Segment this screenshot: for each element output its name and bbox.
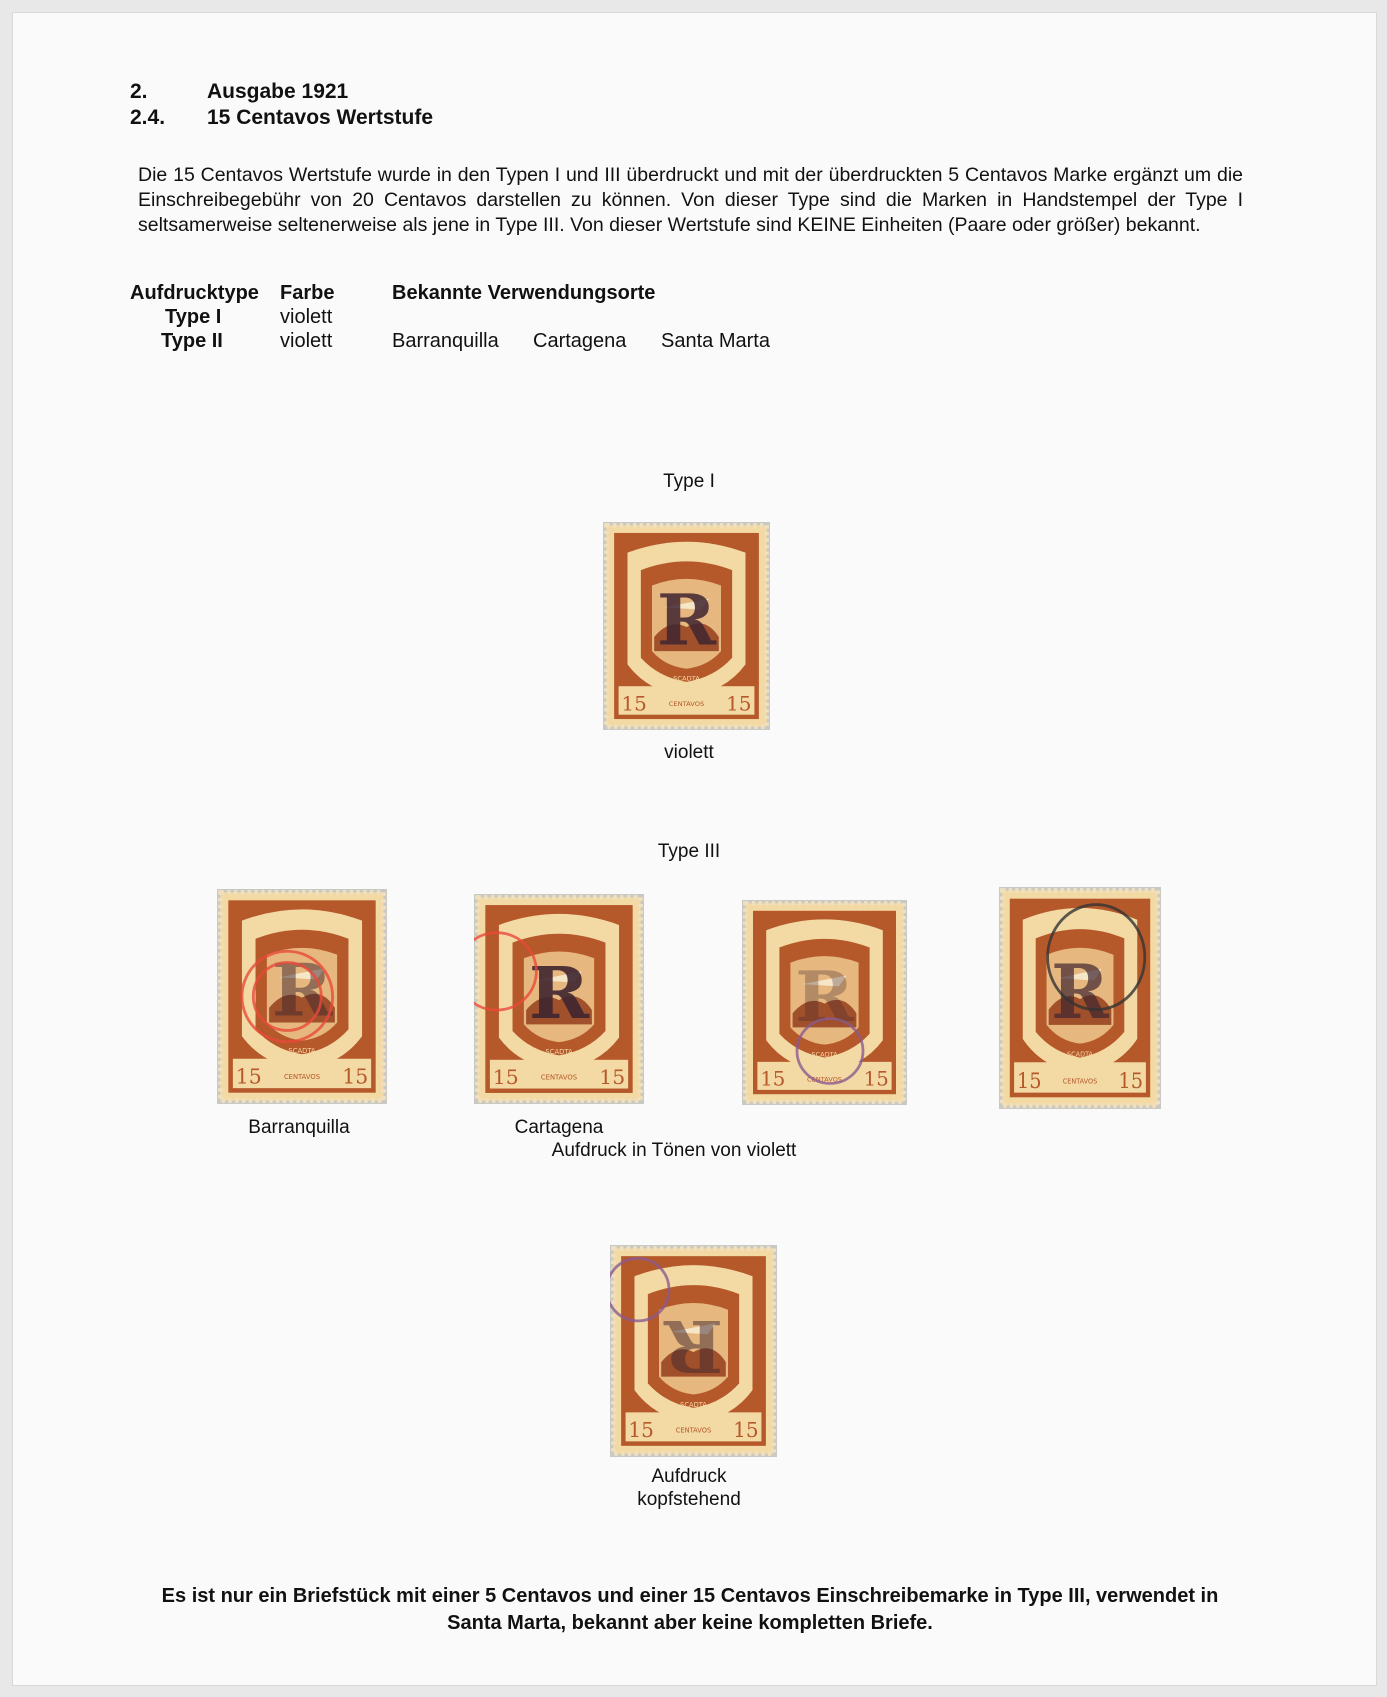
type1-caption: violett: [664, 742, 714, 763]
stamp-right-text: DE COLOMBIA: [1126, 963, 1136, 1021]
stamp-type3-cartagena: [474, 894, 644, 1104]
stamp-top-text: POSTAL AEREO: [655, 1276, 732, 1288]
stamp-centavos-text: CENTAVOS: [668, 699, 705, 708]
caption-barranquilla: Barranquilla: [248, 1117, 350, 1138]
table-row-color: violett: [280, 306, 333, 328]
overprint-r-mark: R: [528, 951, 590, 1035]
stamp-value-left: 15: [628, 1417, 654, 1442]
section-number: 2.: [130, 80, 148, 103]
caption-inverted-1: Aufdruck: [651, 1466, 727, 1487]
stamp-scadta-text: SCADTA: [545, 1048, 573, 1057]
stamp-scadta-text: SCADTA: [680, 1400, 707, 1409]
stamp-left-text: SERVICIO: [770, 979, 780, 1015]
stamp-right-text: DE COLOMBIA: [607, 966, 618, 1021]
stamp-value-right: 15: [1118, 1068, 1144, 1094]
table-row-color: violett: [280, 330, 333, 352]
stamp-top-text: POSTAL AEREO: [1043, 919, 1117, 932]
stamp-value-right: 15: [733, 1417, 759, 1442]
table-place: Santa Marta: [661, 330, 770, 352]
stamp-left-text: SERVICIO: [503, 975, 513, 1012]
intro-paragraph: Die 15 Centavos Wertstufe wurde in den Typen I und III überdruckt und mit der überdruckten 5 Centavos Marke ergänzt um die Einschreibegebühr von 20 Centavos darstellen zu können. Von dieser Type sind die Marken in Handstempel der Type I seltsamerweise seltenerweise als jene in Type III. Von dieser Wertstufe sind KEINE Einheiten (Paare oder größer) bekannt.: [138, 164, 1243, 236]
subsection-title: 15 Centavos Wertstufe: [207, 106, 434, 129]
stamp-value-left: 15: [621, 692, 647, 716]
stamp-inverted-overprint: [610, 1245, 777, 1457]
table-row-type: Type II: [161, 330, 223, 352]
stamp-type3-dark: [999, 887, 1161, 1109]
stamp-value-right: 15: [863, 1067, 889, 1091]
table-place: Cartagena: [533, 330, 627, 352]
stamp-type1-violett: [603, 522, 770, 730]
caption-inverted-2: kopfstehend: [637, 1489, 741, 1510]
table-header-color: Farbe: [280, 282, 335, 304]
stamp-value-left: 15: [235, 1064, 262, 1089]
stamp-centavos-text: CENTAVOS: [1062, 1077, 1098, 1086]
stamp-right-text: DE COLOMBIA: [871, 970, 882, 1024]
table-header-type: Aufdrucktype: [130, 282, 259, 304]
stamp-right-text: DE COLOMBIA: [734, 593, 744, 648]
stamp-scadta-text: SCADTA: [1067, 1050, 1093, 1059]
stamp-top-text: POSTAL AEREO: [787, 929, 862, 941]
footer-note: Es ist nur ein Briefstück mit einer 5 Centavos und einer 15 Centavos Einschreibemarke in Type III, verwendet in Santa Marta, bekannt aber keine kompletten Briefe.: [161, 1585, 1219, 1634]
overprint-r-mark: R: [1051, 947, 1109, 1036]
type3-title: Type III: [657, 841, 721, 862]
table-row-type: Type I: [165, 306, 222, 328]
overprint-r-mark: R: [656, 579, 717, 662]
caption-cartagena: Cartagena: [514, 1117, 604, 1138]
stamp-value-left: 15: [492, 1065, 519, 1090]
stamp-value-right: 15: [599, 1065, 626, 1090]
stamp-top-text: POSTAL AEREO: [263, 920, 341, 932]
type1-title: Type I: [663, 471, 715, 492]
stamp-centavos-text: CENTAVOS: [806, 1075, 843, 1084]
stamp-scadta-text: SCADTA: [673, 674, 700, 683]
overprint-r-mark: R: [795, 957, 854, 1038]
subsection-number: 2.4.: [130, 106, 166, 129]
section-title: Ausgabe 1921: [207, 80, 349, 103]
stamp-value-left: 15: [1016, 1068, 1042, 1094]
stamp-type3-shades: [742, 900, 907, 1105]
stamp-value-left: 15: [760, 1067, 786, 1091]
overprint-r-inverted: R: [663, 1303, 724, 1388]
table-header-places: Bekannte Verwendungsorte: [392, 282, 656, 304]
caption-toenen: Aufdruck in Tönen von violett: [551, 1140, 797, 1161]
stamp-right-text: DE COLOMBIA: [741, 1317, 751, 1373]
stamp-left-text: SERVICIO: [631, 602, 641, 639]
stamp-top-text: POSTAL AEREO: [648, 552, 725, 564]
stamp-type3-barranquilla: [217, 889, 387, 1104]
stamp-value-right: 15: [342, 1064, 369, 1089]
stamp-left-text: SERVICIO: [246, 972, 256, 1010]
stamp-centavos-text: CENTAVOS: [540, 1073, 578, 1082]
stamp-top-text: POSTAL AEREO: [520, 924, 598, 936]
overprint-r-mark: R: [271, 948, 333, 1034]
table-place: Barranquilla: [392, 330, 499, 352]
stamp-scadta-text: SCADTA: [288, 1047, 316, 1056]
stamp-right-text: DE COLOMBIA: [350, 963, 361, 1019]
stamp-scadta-text: SCADTA: [811, 1050, 838, 1059]
stamp-centavos-text: CENTAVOS: [675, 1426, 712, 1435]
stamp-left-text: SERVICIO: [638, 1327, 648, 1364]
stamp-left-text: SERVICIO: [1026, 973, 1036, 1012]
stamp-value-right: 15: [726, 692, 752, 716]
stamp-centavos-text: CENTAVOS: [283, 1073, 321, 1082]
